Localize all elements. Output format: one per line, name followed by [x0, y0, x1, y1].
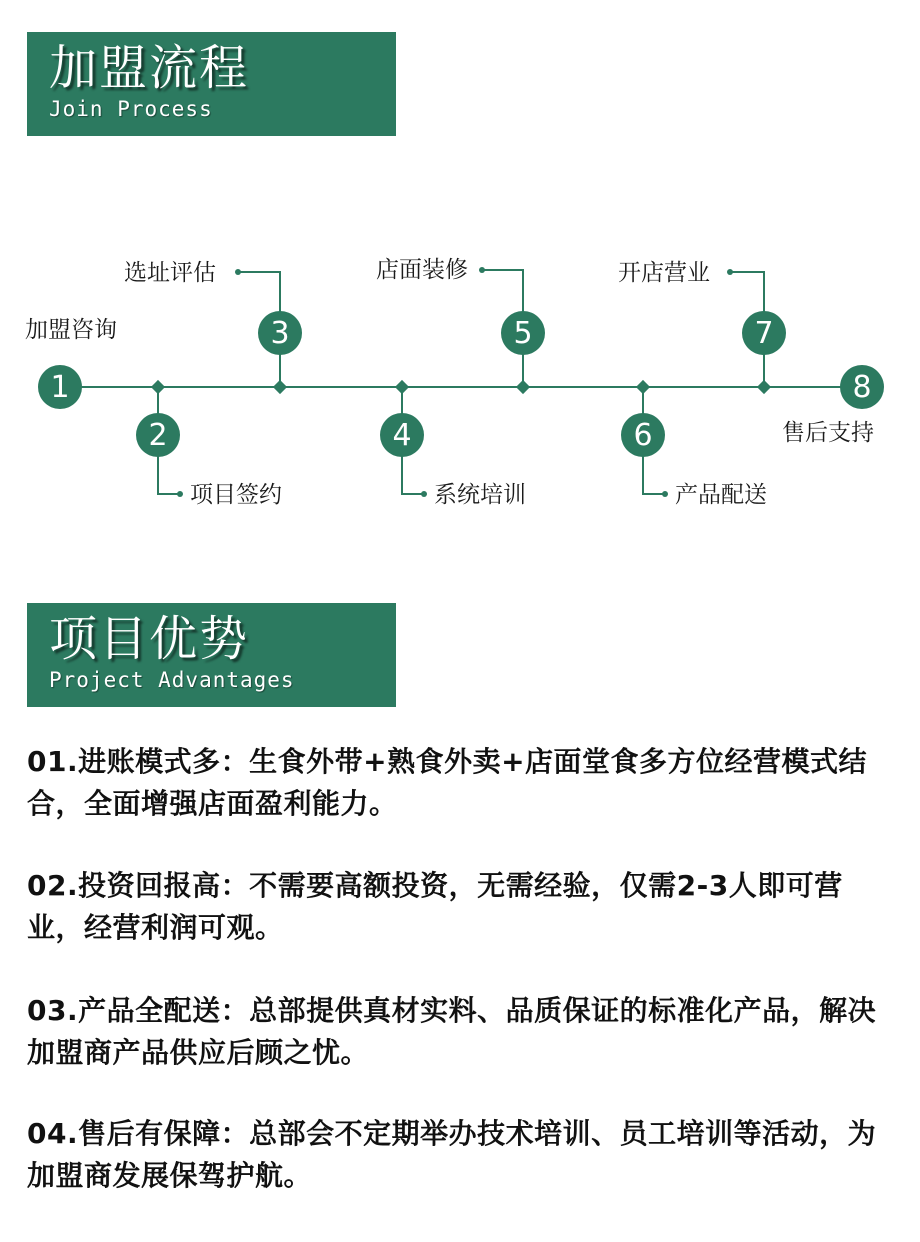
- step-3-junction: [273, 380, 287, 394]
- step-1-number: 1: [50, 370, 70, 405]
- step-6-number: 6: [633, 418, 653, 453]
- step-7-label: 开店营业: [618, 260, 710, 286]
- step-4-number: 4: [392, 418, 412, 453]
- project-advantages-title: 项目优势: [49, 611, 250, 667]
- project-advantages-subtitle: Project Advantages: [49, 668, 295, 692]
- step-7-junction: [757, 380, 771, 394]
- step-5-label-dot: [479, 267, 485, 273]
- step-4-label-dot: [421, 491, 427, 497]
- process-step-5: [376, 257, 545, 394]
- step-4-label: 系统培训: [434, 482, 526, 508]
- step-8-label: 售后支持: [782, 420, 874, 446]
- process-step-7: [618, 260, 786, 394]
- process-step-3: [124, 260, 302, 394]
- process-step-8: [782, 365, 884, 446]
- step-2-label: 项目签约: [190, 482, 282, 508]
- process-step-6: [621, 380, 767, 508]
- advantage-item-4: 04.售后有保障：总部会不定期举办技术培训、员工培训等活动，为加盟商发展保驾护航。: [27, 1117, 877, 1192]
- step-5-number: 5: [513, 316, 533, 351]
- step-7-label-dot: [727, 269, 733, 275]
- process-step-4: [380, 380, 526, 508]
- process-flow-diagram: [0, 230, 920, 530]
- step-3-label: 选址评估: [124, 260, 216, 286]
- process-step-2: [136, 380, 282, 508]
- advantage-item-3: 03.产品全配送：总部提供真材实料、品质保证的标准化产品，解决加盟商产品供应后顾之忧。: [27, 994, 877, 1069]
- advantage-item-2: 02.投资回报高：不需要高额投资，无需经验，仅需2-3人即可营业，经营利润可观。: [27, 869, 843, 944]
- step-4-junction: [395, 380, 409, 394]
- step-6-label-dot: [662, 491, 668, 497]
- step-1-label: 加盟咨询: [25, 317, 117, 343]
- step-5-junction: [516, 380, 530, 394]
- step-3-number: 3: [270, 316, 290, 351]
- process-step-1: [25, 317, 117, 409]
- step-2-number: 2: [148, 418, 168, 453]
- advantage-item-1: 01.进账模式多：生食外带+熟食外卖+店面堂食多方位经营模式结合，全面增强店面盈利能力。: [27, 745, 868, 820]
- join-process-subtitle: Join Process: [49, 97, 213, 121]
- step-5-label: 店面装修: [376, 257, 468, 283]
- step-3-label-dot: [235, 269, 241, 275]
- join-process-banner: [27, 32, 396, 136]
- step-2-label-dot: [177, 491, 183, 497]
- step-6-label: 产品配送: [675, 482, 767, 508]
- step-6-junction: [636, 380, 650, 394]
- step-2-junction: [151, 380, 165, 394]
- join-process-title: 加盟流程: [49, 40, 250, 96]
- step-7-number: 7: [754, 316, 774, 351]
- project-advantages-banner: [27, 603, 396, 707]
- step-8-number: 8: [852, 370, 872, 405]
